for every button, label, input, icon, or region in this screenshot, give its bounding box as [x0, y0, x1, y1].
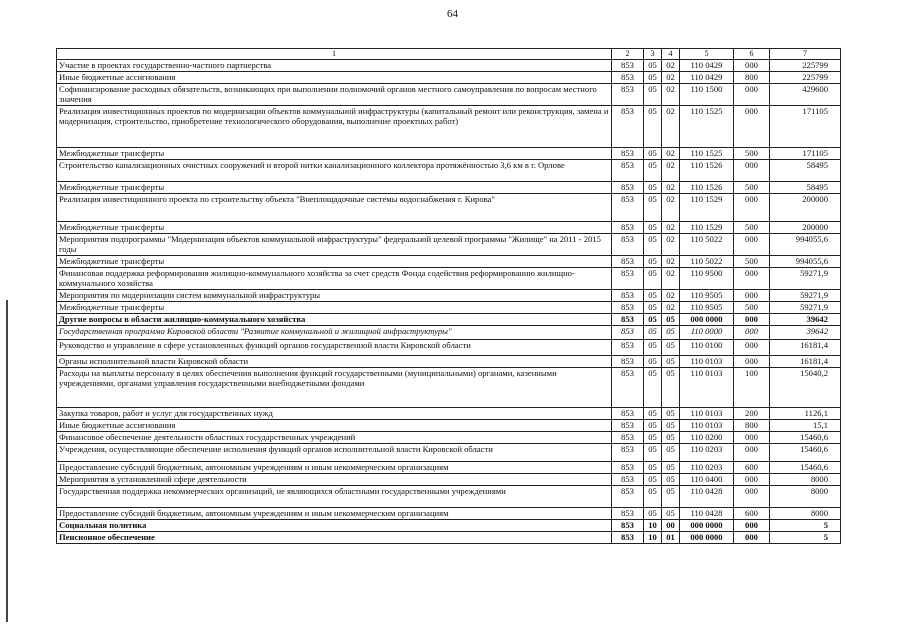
- section-code: 05: [644, 194, 662, 222]
- line-item-name: Предоставление субсидий бюджетным, автономным учреждениям и иным некоммерческим организациям: [57, 462, 612, 474]
- amount: 171105: [770, 106, 841, 148]
- section-code: 05: [644, 160, 662, 182]
- amount: 225799: [770, 60, 841, 72]
- table-row: [57, 508, 841, 520]
- amount: 225799: [770, 72, 841, 84]
- amount: 15040,2: [770, 368, 841, 408]
- section-code: 05: [644, 60, 662, 72]
- section-code: 05: [644, 302, 662, 314]
- ministry-code: 853: [612, 106, 644, 148]
- amount: 994055,6: [770, 256, 841, 268]
- line-item-name: Расходы на выплаты персоналу в целях обеспечения выполнения функций государственными (муниципальными) органами, казенными учреждениями, органами управления государственными внебюджетными фондами: [57, 368, 612, 408]
- amount: 1126,1: [770, 408, 841, 420]
- section-code: 05: [644, 222, 662, 234]
- column-number: 2: [612, 49, 644, 60]
- section-code: 05: [644, 234, 662, 256]
- amount: 59271,9: [770, 290, 841, 302]
- table-row: [57, 160, 841, 182]
- target-item-code: 110 9500: [680, 268, 734, 290]
- target-item-code: 110 1500: [680, 84, 734, 106]
- subsection-code: 02: [662, 148, 680, 160]
- ministry-code: 853: [612, 444, 644, 462]
- section-code: 05: [644, 84, 662, 106]
- expense-type-code: 800: [734, 420, 770, 432]
- ministry-code: 853: [612, 148, 644, 160]
- ministry-code: 853: [612, 72, 644, 84]
- expense-type-code: 500: [734, 222, 770, 234]
- section-code: 05: [644, 290, 662, 302]
- line-item-name: Мероприятия по модернизации систем коммунальной инфраструктуры: [57, 290, 612, 302]
- expense-type-code: 000: [734, 432, 770, 444]
- table-row: [57, 368, 841, 408]
- subsection-code: 05: [662, 486, 680, 508]
- target-item-code: 000 0000: [680, 520, 734, 532]
- amount: 59271,9: [770, 268, 841, 290]
- expense-type-code: 000: [734, 326, 770, 340]
- expense-type-code: 500: [734, 302, 770, 314]
- section-code: 05: [644, 420, 662, 432]
- subsection-code: 05: [662, 508, 680, 520]
- amount: 8000: [770, 474, 841, 486]
- subsection-code: 05: [662, 462, 680, 474]
- table-row: [57, 326, 841, 340]
- subsection-code: 02: [662, 234, 680, 256]
- subsection-code: 02: [662, 72, 680, 84]
- ministry-code: 853: [612, 256, 644, 268]
- expense-type-code: 600: [734, 508, 770, 520]
- expense-type-code: 000: [734, 290, 770, 302]
- ministry-code: 853: [612, 340, 644, 356]
- column-number: 1: [57, 49, 612, 60]
- table-row: [57, 234, 841, 256]
- expense-type-code: 000: [734, 356, 770, 368]
- table-row: [57, 420, 841, 432]
- subsection-code: 05: [662, 326, 680, 340]
- line-item-name: Пенсионное обеспечение: [57, 532, 612, 544]
- section-code: 05: [644, 356, 662, 368]
- ministry-code: 853: [612, 234, 644, 256]
- table-row: [57, 408, 841, 420]
- ministry-code: 853: [612, 302, 644, 314]
- subsection-code: 05: [662, 368, 680, 408]
- amount: 5: [770, 532, 841, 544]
- ministry-code: 853: [612, 462, 644, 474]
- expense-type-code: 000: [734, 486, 770, 508]
- line-item-name: Межбюджетные трансферты: [57, 182, 612, 194]
- section-code: 05: [644, 148, 662, 160]
- ministry-code: 853: [612, 486, 644, 508]
- target-item-code: 110 0429: [680, 72, 734, 84]
- target-item-code: 110 0400: [680, 474, 734, 486]
- ministry-code: 853: [612, 408, 644, 420]
- amount: 15460,6: [770, 432, 841, 444]
- target-item-code: 110 0200: [680, 432, 734, 444]
- subsection-code: 02: [662, 84, 680, 106]
- expense-type-code: 500: [734, 148, 770, 160]
- subsection-code: 05: [662, 432, 680, 444]
- table-row: [57, 72, 841, 84]
- subsection-code: 02: [662, 182, 680, 194]
- table-row: [57, 340, 841, 356]
- target-item-code: 110 1526: [680, 160, 734, 182]
- target-item-code: 110 1525: [680, 148, 734, 160]
- target-item-code: 110 1529: [680, 194, 734, 222]
- target-item-code: 110 0103: [680, 408, 734, 420]
- amount: 200000: [770, 194, 841, 222]
- line-item-name: Закупка товаров, работ и услуг для государственных нужд: [57, 408, 612, 420]
- subsection-code: 02: [662, 256, 680, 268]
- table-row: [57, 194, 841, 222]
- amount: 39642: [770, 326, 841, 340]
- section-code: 05: [644, 256, 662, 268]
- target-item-code: 000 0000: [680, 314, 734, 326]
- target-item-code: 110 1525: [680, 106, 734, 148]
- amount: 171105: [770, 148, 841, 160]
- column-number: 6: [734, 49, 770, 60]
- table-row: [57, 520, 841, 532]
- section-code: 10: [644, 532, 662, 544]
- line-item-name: Реализация инвестиционного проекта по строительству объекта "Внеплощадочные системы водоснабжения г. Кирова": [57, 194, 612, 222]
- ministry-code: 853: [612, 326, 644, 340]
- subsection-code: 05: [662, 444, 680, 462]
- line-item-name: Иные бюджетные ассигнования: [57, 72, 612, 84]
- amount: 16181,4: [770, 340, 841, 356]
- expense-type-code: 000: [734, 474, 770, 486]
- amount: 39642: [770, 314, 841, 326]
- subsection-code: 01: [662, 532, 680, 544]
- line-item-name: Софинансирование расходных обязательств, возникающих при выполнении полномочий органов местного самоуправления по вопросам местного значения: [57, 84, 612, 106]
- column-number: 7: [770, 49, 841, 60]
- table-row: [57, 106, 841, 148]
- line-item-name: Межбюджетные трансферты: [57, 256, 612, 268]
- amount: 15460,6: [770, 444, 841, 462]
- target-item-code: 110 0428: [680, 486, 734, 508]
- ministry-code: 853: [612, 222, 644, 234]
- target-item-code: 110 0429: [680, 60, 734, 72]
- expense-type-code: 000: [734, 234, 770, 256]
- ministry-code: 853: [612, 160, 644, 182]
- subsection-code: 05: [662, 340, 680, 356]
- target-item-code: 110 0103: [680, 356, 734, 368]
- expense-type-code: 000: [734, 314, 770, 326]
- line-item-name: Межбюджетные трансферты: [57, 302, 612, 314]
- table-row: [57, 290, 841, 302]
- line-item-name: Финансовая поддержка реформирования жилищно-коммунального хозяйства за счет средств Фонда содействия реформированию жилищно-коммунального хозяйства: [57, 268, 612, 290]
- target-item-code: 110 0428: [680, 508, 734, 520]
- table-row: [57, 84, 841, 106]
- subsection-code: 02: [662, 290, 680, 302]
- section-code: 05: [644, 314, 662, 326]
- section-code: 05: [644, 408, 662, 420]
- amount: 58495: [770, 160, 841, 182]
- section-code: 05: [644, 72, 662, 84]
- ministry-code: 853: [612, 182, 644, 194]
- target-item-code: 110 0203: [680, 462, 734, 474]
- line-item-name: Учреждения, осуществляющие обеспечение исполнения функций органов исполнительной власти Кировской области: [57, 444, 612, 462]
- table-row: [57, 268, 841, 290]
- ministry-code: 853: [612, 532, 644, 544]
- ministry-code: 853: [612, 432, 644, 444]
- subsection-code: 02: [662, 160, 680, 182]
- target-item-code: 110 9505: [680, 290, 734, 302]
- expense-type-code: 000: [734, 268, 770, 290]
- section-code: 05: [644, 444, 662, 462]
- amount: 429600: [770, 84, 841, 106]
- target-item-code: 110 5022: [680, 256, 734, 268]
- expense-type-code: 100: [734, 368, 770, 408]
- amount: 16181,4: [770, 356, 841, 368]
- ministry-code: 853: [612, 520, 644, 532]
- expense-type-code: 000: [734, 60, 770, 72]
- ministry-code: 853: [612, 268, 644, 290]
- line-item-name: Строительство канализационных очистных сооружений и второй нитки канализационного коллектора протяжённостью 3,6 км в г. Орлове: [57, 160, 612, 182]
- subsection-code: 02: [662, 106, 680, 148]
- target-item-code: 110 0000: [680, 326, 734, 340]
- subsection-code: 05: [662, 356, 680, 368]
- expense-type-code: 500: [734, 256, 770, 268]
- subsection-code: 05: [662, 314, 680, 326]
- line-item-name: Руководство и управление в сфере установленных функций органов государственной власти Кировской области: [57, 340, 612, 356]
- line-item-name: Государственная программа Кировской области "Развитие коммунальной и жилищной инфраструктуры": [57, 326, 612, 340]
- expense-type-code: 000: [734, 340, 770, 356]
- ministry-code: 853: [612, 356, 644, 368]
- table-row: [57, 148, 841, 160]
- expense-type-code: 600: [734, 462, 770, 474]
- subsection-code: 02: [662, 60, 680, 72]
- target-item-code: 110 0203: [680, 444, 734, 462]
- section-code: 05: [644, 462, 662, 474]
- target-item-code: 110 9505: [680, 302, 734, 314]
- target-item-code: 110 5022: [680, 234, 734, 256]
- subsection-code: 02: [662, 302, 680, 314]
- line-item-name: Мероприятия в установленной сфере деятельности: [57, 474, 612, 486]
- table-row: [57, 486, 841, 508]
- ministry-code: 853: [612, 368, 644, 408]
- amount: 994055,6: [770, 234, 841, 256]
- table-row: [57, 182, 841, 194]
- subsection-code: 02: [662, 222, 680, 234]
- subsection-code: 02: [662, 268, 680, 290]
- line-item-name: Финансовое обеспечение деятельности областных государственных учреждений: [57, 432, 612, 444]
- expense-type-code: 800: [734, 72, 770, 84]
- expense-type-code: 000: [734, 444, 770, 462]
- expense-type-code: 500: [734, 182, 770, 194]
- table-row: [57, 532, 841, 544]
- table-row: [57, 60, 841, 72]
- line-item-name: Социальная политика: [57, 520, 612, 532]
- budget-table: [56, 48, 841, 544]
- column-number: 3: [644, 49, 662, 60]
- section-code: 05: [644, 340, 662, 356]
- line-item-name: Государственная поддержка некоммерческих организаций, не являющихся областными государственными учреждениями: [57, 486, 612, 508]
- section-code: 05: [644, 432, 662, 444]
- line-item-name: Реализация инвестиционных проектов по модернизации объектов коммунальной инфраструктуры (капитальный ремонт или реконструкция, замена и модернизация, строительство, приобретение технологического оборудования, выполнение проектных работ): [57, 106, 612, 148]
- target-item-code: 110 1529: [680, 222, 734, 234]
- line-item-name: Участие в проектах государственно-частного партнерства: [57, 60, 612, 72]
- amount: 15,1: [770, 420, 841, 432]
- ministry-code: 853: [612, 420, 644, 432]
- table-row: [57, 302, 841, 314]
- amount: 200000: [770, 222, 841, 234]
- ministry-code: 853: [612, 508, 644, 520]
- ministry-code: 853: [612, 60, 644, 72]
- table-row: [57, 222, 841, 234]
- section-code: 05: [644, 268, 662, 290]
- subsection-code: 05: [662, 474, 680, 486]
- ministry-code: 853: [612, 474, 644, 486]
- table-row: [57, 432, 841, 444]
- target-item-code: 110 0103: [680, 368, 734, 408]
- target-item-code: 110 0103: [680, 420, 734, 432]
- section-code: 05: [644, 326, 662, 340]
- page-number: 64: [447, 8, 458, 20]
- target-item-code: 000 0000: [680, 532, 734, 544]
- amount: 5: [770, 520, 841, 532]
- expense-type-code: 000: [734, 106, 770, 148]
- amount: 59271,9: [770, 302, 841, 314]
- amount: 8000: [770, 508, 841, 520]
- section-code: 05: [644, 508, 662, 520]
- subsection-code: 00: [662, 520, 680, 532]
- table-row: [57, 462, 841, 474]
- table-row: [57, 474, 841, 486]
- scan-edge-line: [6, 300, 8, 622]
- section-code: 10: [644, 520, 662, 532]
- expense-type-code: 000: [734, 532, 770, 544]
- subsection-code: 05: [662, 420, 680, 432]
- section-code: 05: [644, 486, 662, 508]
- target-item-code: 110 0100: [680, 340, 734, 356]
- line-item-name: Предоставление субсидий бюджетным, автономным учреждениям и иным некоммерческим организациям: [57, 508, 612, 520]
- amount: 58495: [770, 182, 841, 194]
- amount: 15460,6: [770, 462, 841, 474]
- expense-type-code: 000: [734, 84, 770, 106]
- line-item-name: Мероприятия подпрограммы "Модернизация объектов коммунальной инфраструктуры" федеральной целевой программы "Жилище" на 2011 - 2015 годы: [57, 234, 612, 256]
- ministry-code: 853: [612, 194, 644, 222]
- ministry-code: 853: [612, 84, 644, 106]
- table-row: [57, 444, 841, 462]
- amount: 8000: [770, 486, 841, 508]
- target-item-code: 110 1526: [680, 182, 734, 194]
- column-number: 4: [662, 49, 680, 60]
- table-row: [57, 356, 841, 368]
- ministry-code: 853: [612, 314, 644, 326]
- expense-type-code: 000: [734, 520, 770, 532]
- section-code: 05: [644, 474, 662, 486]
- expense-type-code: 000: [734, 160, 770, 182]
- section-code: 05: [644, 368, 662, 408]
- table-row: [57, 256, 841, 268]
- line-item-name: Иные бюджетные ассигнования: [57, 420, 612, 432]
- line-item-name: Органы исполнительной власти Кировской области: [57, 356, 612, 368]
- column-number: 5: [680, 49, 734, 60]
- line-item-name: Межбюджетные трансферты: [57, 222, 612, 234]
- expense-type-code: 200: [734, 408, 770, 420]
- column-number-row: [57, 49, 841, 60]
- line-item-name: Другие вопросы в области жилищно-коммунального хозяйства: [57, 314, 612, 326]
- subsection-code: 05: [662, 408, 680, 420]
- section-code: 05: [644, 106, 662, 148]
- line-item-name: Межбюджетные трансферты: [57, 148, 612, 160]
- subsection-code: 02: [662, 194, 680, 222]
- table-row: [57, 314, 841, 326]
- ministry-code: 853: [612, 290, 644, 302]
- expense-type-code: 000: [734, 194, 770, 222]
- section-code: 05: [644, 182, 662, 194]
